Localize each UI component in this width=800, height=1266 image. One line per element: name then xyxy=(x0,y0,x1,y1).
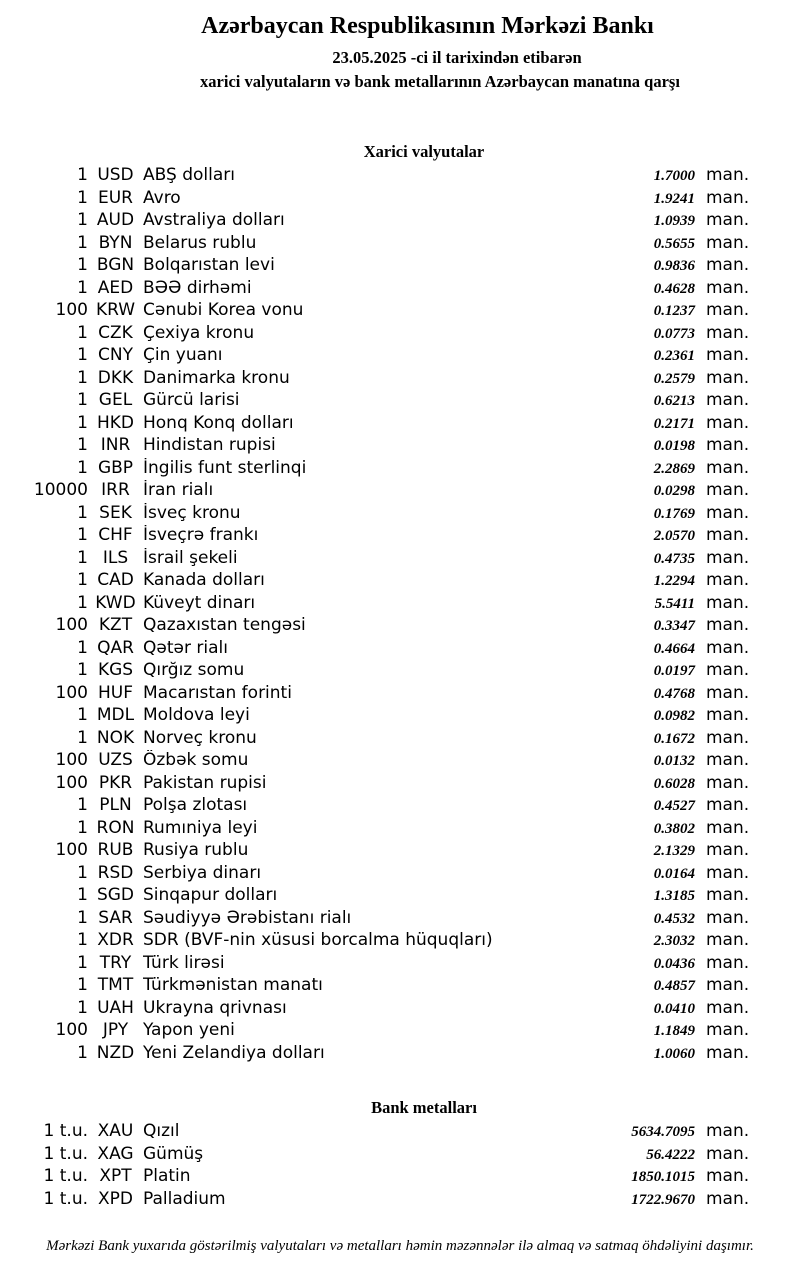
quantity: 100 xyxy=(55,682,88,703)
currency-rate-row xyxy=(0,953,800,976)
quantity: 1 xyxy=(77,187,88,208)
quantity: 1 xyxy=(77,705,88,725)
quantity: 1 xyxy=(77,975,88,995)
currency-code: DKK xyxy=(97,367,134,388)
rate-value: 1850.1015 xyxy=(631,1169,695,1185)
rate-value: 0.0298 xyxy=(653,483,695,499)
currency-code: GBP xyxy=(97,457,134,478)
currency-rate-row xyxy=(0,480,800,503)
currency-code: MDL xyxy=(96,705,135,725)
unit-label: man. xyxy=(706,615,750,635)
currency-rate-row xyxy=(0,1043,800,1066)
currency-code: USD xyxy=(97,165,134,185)
rate-value: 2.3032 xyxy=(653,933,695,949)
currency-code: SAR xyxy=(98,907,133,928)
rate-value: 2.2869 xyxy=(653,460,695,477)
currency-name: Avro xyxy=(143,187,181,208)
quantity: 100 xyxy=(55,300,88,320)
currency-code: UZS xyxy=(98,750,133,770)
unit-label: man. xyxy=(706,750,750,770)
currency-rate-row xyxy=(0,503,800,526)
unit-label: man. xyxy=(706,727,750,748)
currency-rate-row xyxy=(0,638,800,661)
currency-name: Pakistan rupisi xyxy=(143,772,267,793)
rate-value: 2.1329 xyxy=(653,843,695,859)
quantity: 1 xyxy=(77,165,88,185)
quantity: 1 xyxy=(77,457,88,478)
currency-code: NZD xyxy=(96,1042,135,1063)
currency-rate-row xyxy=(0,840,800,863)
quantity: 1 xyxy=(77,637,88,658)
unit-label: man. xyxy=(706,1188,750,1209)
unit-label: man. xyxy=(706,367,750,388)
quantity: 1 xyxy=(77,547,88,568)
rate-value: 1.2294 xyxy=(653,573,695,589)
currency-name: Kanada dolları xyxy=(143,570,265,590)
currency-name: Hindistan rupisi xyxy=(143,435,276,455)
rate-value: 0.0197 xyxy=(653,663,695,679)
rate-value: 0.3802 xyxy=(653,820,695,837)
currency-name: İngilis funt sterlinqi xyxy=(143,457,307,478)
currency-name: Honq Konq dolları xyxy=(143,412,294,433)
currency-code: KZT xyxy=(98,615,133,635)
currency-name: Yapon yeni xyxy=(143,1020,235,1040)
quantity: 1 xyxy=(77,817,88,838)
quantity: 1 xyxy=(77,795,88,815)
unit-label: man. xyxy=(706,930,750,950)
unit-label: man. xyxy=(706,660,750,680)
quantity: 1 t.u. xyxy=(43,1121,88,1141)
unit-label: man. xyxy=(706,705,750,725)
currency-code: TMT xyxy=(97,975,134,995)
currency-name: Özbək somu xyxy=(143,750,249,770)
quantity: 1 xyxy=(77,390,88,410)
currency-name: Danimarka kronu xyxy=(143,367,290,388)
quantity: 1 xyxy=(77,232,88,253)
currency-rate-row xyxy=(0,863,800,886)
currency-name: Platin xyxy=(143,1166,191,1186)
rate-value: 0.1237 xyxy=(653,303,695,319)
currency-rate-row xyxy=(0,188,800,211)
rate-value: 0.4857 xyxy=(653,978,695,994)
currency-name: Macarıstan forinti xyxy=(143,682,292,703)
currency-rate-row xyxy=(0,255,800,278)
quantity: 1 xyxy=(77,367,88,388)
currency-code: BYN xyxy=(98,232,133,253)
unit-label: man. xyxy=(706,795,750,815)
currency-name: Norveç kronu xyxy=(143,727,257,748)
currency-rate-row xyxy=(0,930,800,953)
unit-label: man. xyxy=(706,1166,750,1186)
currency-name: Cənubi Korea vonu xyxy=(143,300,304,320)
currency-code: CZK xyxy=(98,322,133,343)
currencies-section-title: Xarici valyutalar xyxy=(363,142,485,161)
currency-rate-row xyxy=(0,615,800,638)
currency-rate-row xyxy=(0,750,800,773)
currency-name: İsrail şekeli xyxy=(143,547,238,568)
quantity: 1 xyxy=(77,885,88,905)
quantity: 1 xyxy=(77,952,88,973)
quantity: 1 xyxy=(77,435,88,455)
unit-label: man. xyxy=(706,975,750,995)
quantity: 1 xyxy=(77,592,88,613)
currency-name: Qırğız somu xyxy=(143,660,245,680)
currency-code: AUD xyxy=(96,210,135,230)
quantity: 1 xyxy=(77,322,88,343)
rate-value: 1.0060 xyxy=(653,1045,695,1062)
rate-value: 0.2361 xyxy=(653,348,695,364)
rate-value: 2.0570 xyxy=(653,528,695,544)
currency-rate-row xyxy=(0,593,800,616)
unit-label: man. xyxy=(706,1121,750,1141)
rate-value: 0.0164 xyxy=(653,865,695,882)
currency-code: CHF xyxy=(98,525,133,545)
metals-section-title: Bank metalları xyxy=(371,1098,477,1117)
currency-name: Gümüş xyxy=(143,1143,204,1164)
rate-value: 1722.9670 xyxy=(631,1191,695,1208)
unit-label: man. xyxy=(706,322,750,343)
quantity: 1 t.u. xyxy=(43,1188,88,1209)
quantity: 100 xyxy=(55,615,88,635)
rate-value: 0.9836 xyxy=(653,258,695,274)
currency-name: Yeni Zelandiya dolları xyxy=(143,1042,325,1063)
quantity: 1 xyxy=(77,502,88,523)
currency-name: Sinqapur dolları xyxy=(143,885,278,905)
rate-value: 0.0198 xyxy=(653,438,695,454)
currency-rate-row xyxy=(0,413,800,436)
unit-label: man. xyxy=(706,637,750,658)
currency-code: UAH xyxy=(97,997,134,1018)
unit-label: man. xyxy=(706,480,750,500)
unit-label: man. xyxy=(706,1020,750,1040)
page-title: Azərbaycan Respublikasının Mərkəzi Bankı xyxy=(201,13,654,39)
rate-value: 0.0982 xyxy=(653,708,695,724)
rate-value: 0.6213 xyxy=(653,393,695,409)
quantity: 1 xyxy=(77,412,88,433)
quantity: 1 xyxy=(77,1042,88,1063)
rate-value: 0.1672 xyxy=(653,730,695,747)
currency-rate-row xyxy=(0,975,800,998)
quantity: 1 xyxy=(77,997,88,1018)
currency-name: Küveyt dinarı xyxy=(143,592,256,613)
currency-code: GEL xyxy=(98,390,133,410)
currency-name: Qazaxıstan tengəsi xyxy=(143,615,306,635)
currency-rate-row xyxy=(0,683,800,706)
unit-label: man. xyxy=(706,570,750,590)
currency-code: BGN xyxy=(96,255,135,275)
currency-name: Rumıniya leyi xyxy=(143,817,258,838)
currency-rate-row xyxy=(0,998,800,1021)
rate-value: 0.3347 xyxy=(653,618,695,634)
quantity: 100 xyxy=(55,750,88,770)
currency-name: Gürcü larisi xyxy=(143,390,240,410)
currency-rate-row xyxy=(0,165,800,188)
quantity: 1 xyxy=(77,930,88,950)
currency-code: QAR xyxy=(97,637,134,658)
currency-code: HUF xyxy=(97,682,133,703)
currency-name: Rusiya rublu xyxy=(143,840,249,860)
quantity: 1 xyxy=(77,525,88,545)
currency-code: XPT xyxy=(99,1166,132,1186)
unit-label: man. xyxy=(706,862,750,883)
unit-label: man. xyxy=(706,390,750,410)
currency-rate-row xyxy=(0,233,800,256)
quantity: 1 xyxy=(77,660,88,680)
currency-code: IRR xyxy=(101,480,130,500)
currency-code: XAU xyxy=(97,1121,134,1141)
rate-value: 0.4735 xyxy=(653,550,695,567)
metal-rate-row xyxy=(0,1121,800,1144)
currency-name: Bolqarıstan levi xyxy=(143,255,275,275)
rate-value: 56.4222 xyxy=(646,1146,695,1163)
currency-code: KRW xyxy=(95,300,136,320)
quantity: 1 t.u. xyxy=(43,1143,88,1164)
currency-rate-row xyxy=(0,345,800,368)
currency-rate-row xyxy=(0,525,800,548)
unit-label: man. xyxy=(706,1042,750,1063)
currency-code: PLN xyxy=(99,795,132,815)
currency-code: PKR xyxy=(98,772,133,793)
quantity: 1 xyxy=(77,907,88,928)
rate-value: 0.4628 xyxy=(653,280,695,297)
metals-table xyxy=(0,1121,800,1211)
currency-code: RSD xyxy=(97,862,134,883)
unit-label: man. xyxy=(706,165,750,185)
unit-label: man. xyxy=(706,187,750,208)
currency-name: İsveç kronu xyxy=(143,502,241,523)
metal-rate-row xyxy=(0,1166,800,1189)
quantity: 100 xyxy=(55,772,88,793)
currency-code: JPY xyxy=(102,1020,129,1040)
currency-code: SGD xyxy=(96,885,135,905)
rate-value: 0.4532 xyxy=(653,910,695,927)
rate-value: 0.0132 xyxy=(653,753,695,769)
currency-rate-row xyxy=(0,210,800,233)
currency-code: KWD xyxy=(95,592,136,613)
currency-code: TRY xyxy=(99,952,132,973)
quantity: 100 xyxy=(55,840,88,860)
rate-value: 1.1849 xyxy=(653,1023,695,1039)
rate-value: 0.0410 xyxy=(653,1000,695,1017)
unit-label: man. xyxy=(706,907,750,928)
rate-value: 0.6028 xyxy=(653,775,695,792)
currency-code: XDR xyxy=(97,930,134,950)
unit-label: man. xyxy=(706,592,750,613)
currency-code: HKD xyxy=(96,412,135,433)
unit-label: man. xyxy=(706,277,750,298)
rate-value: 1.7000 xyxy=(653,168,695,184)
unit-label: man. xyxy=(706,255,750,275)
currency-name: Avstraliya dolları xyxy=(143,210,285,230)
currency-rate-row xyxy=(0,548,800,571)
rate-value: 1.0939 xyxy=(653,213,695,229)
quantity: 1 xyxy=(77,570,88,590)
quantity: 1 xyxy=(77,727,88,748)
currency-rate-row xyxy=(0,908,800,931)
currency-code: CNY xyxy=(98,345,133,365)
currency-name: Səudiyyə Ərəbistanı rialı xyxy=(143,907,352,928)
currency-rate-row xyxy=(0,660,800,683)
unit-label: man. xyxy=(706,457,750,478)
rate-value: 0.0436 xyxy=(653,955,695,972)
currency-rate-row xyxy=(0,705,800,728)
currency-name: BƏƏ dirhəmi xyxy=(143,277,252,298)
currency-name: SDR (BVF-nin xüsusi borcalma hüquqları) xyxy=(143,930,493,950)
rate-value: 0.4768 xyxy=(653,685,695,702)
currency-name: Türk lirəsi xyxy=(143,952,225,973)
unit-label: man. xyxy=(706,502,750,523)
rate-value: 5634.7095 xyxy=(631,1124,695,1140)
unit-label: man. xyxy=(706,772,750,793)
currency-code: ILS xyxy=(102,547,129,568)
effective-date-line: 23.05.2025 -ci il tarixindən etibarən xyxy=(332,48,582,67)
quantity: 1 xyxy=(77,255,88,275)
rate-value: 0.2579 xyxy=(653,370,695,387)
metal-rate-row xyxy=(0,1189,800,1212)
currency-rate-row xyxy=(0,435,800,458)
currency-rate-row xyxy=(0,300,800,323)
currency-rate-row xyxy=(0,278,800,301)
disclaimer-note: Mərkəzi Bank yuxarıda göstərilmiş valyutaları və metalları həmin məzənnələr ilə almaq və satmaq öhdəliyini daşımır. xyxy=(46,1238,754,1254)
currency-code: XPD xyxy=(98,1188,133,1209)
currency-code: CAD xyxy=(97,570,134,590)
rate-value: 0.0773 xyxy=(653,325,695,342)
currency-code: RUB xyxy=(97,840,134,860)
currency-name: Çexiya kronu xyxy=(143,322,255,343)
currency-code: SEK xyxy=(99,502,132,523)
currency-rate-row xyxy=(0,458,800,481)
rate-value: 0.5655 xyxy=(653,235,695,252)
unit-label: man. xyxy=(706,525,750,545)
unit-label: man. xyxy=(706,547,750,568)
unit-label: man. xyxy=(706,817,750,838)
currency-code: AED xyxy=(97,277,134,298)
unit-label: man. xyxy=(706,840,750,860)
quantity: 1 t.u. xyxy=(43,1166,88,1186)
currency-rate-row xyxy=(0,728,800,751)
currency-name: Palladium xyxy=(143,1188,226,1209)
currency-rate-row xyxy=(0,1020,800,1043)
currency-code: KGS xyxy=(97,660,134,680)
rate-value: 1.3185 xyxy=(653,888,695,904)
unit-label: man. xyxy=(706,682,750,703)
currency-name: Qızıl xyxy=(143,1121,180,1141)
rate-value: 0.1769 xyxy=(653,505,695,522)
unit-label: man. xyxy=(706,232,750,253)
currency-rate-row xyxy=(0,795,800,818)
rate-value: 0.4527 xyxy=(653,798,695,814)
rate-value: 0.2171 xyxy=(653,415,695,432)
currency-rate-row xyxy=(0,885,800,908)
currency-name: Ukrayna qrivnası xyxy=(143,997,287,1018)
currency-name: İran rialı xyxy=(143,480,214,500)
quantity: 1 xyxy=(77,862,88,883)
currency-rate-row xyxy=(0,368,800,391)
unit-label: man. xyxy=(706,412,750,433)
rate-value: 1.9241 xyxy=(653,190,695,207)
metal-rate-row xyxy=(0,1144,800,1167)
unit-label: man. xyxy=(706,885,750,905)
currency-rate-row xyxy=(0,390,800,413)
quantity: 1 xyxy=(77,277,88,298)
subtitle-line: xarici valyutaların və bank metallarının Azərbaycan manatına qarşı xyxy=(200,72,680,91)
currency-name: İsveçrə frankı xyxy=(143,525,259,545)
unit-label: man. xyxy=(706,997,750,1018)
currency-code: RON xyxy=(96,817,135,838)
currency-name: Polşa zlotası xyxy=(143,795,248,815)
currency-rate-row xyxy=(0,773,800,796)
quantity: 10000 xyxy=(33,480,88,500)
currency-name: Moldova leyi xyxy=(143,705,250,725)
currency-code: XAG xyxy=(97,1143,134,1164)
quantity: 100 xyxy=(55,1020,88,1040)
currency-rate-row xyxy=(0,818,800,841)
currency-name: Çin yuanı xyxy=(143,345,223,365)
unit-label: man. xyxy=(706,435,750,455)
currency-code: EUR xyxy=(98,187,133,208)
currency-code: INR xyxy=(100,435,131,455)
currency-name: Serbiya dinarı xyxy=(143,862,262,883)
unit-label: man. xyxy=(706,952,750,973)
currency-rate-row xyxy=(0,323,800,346)
currency-code: NOK xyxy=(96,727,135,748)
quantity: 1 xyxy=(77,210,88,230)
currency-name: Qətər rialı xyxy=(143,637,228,658)
rate-value: 0.4664 xyxy=(653,640,695,657)
unit-label: man. xyxy=(706,345,750,365)
currency-rate-row xyxy=(0,570,800,593)
rate-value: 5.5411 xyxy=(654,595,695,612)
currency-name: Türkmənistan manatı xyxy=(143,975,323,995)
unit-label: man. xyxy=(706,300,750,320)
unit-label: man. xyxy=(706,210,750,230)
currency-name: Belarus rublu xyxy=(143,232,257,253)
quantity: 1 xyxy=(77,345,88,365)
unit-label: man. xyxy=(706,1143,750,1164)
currency-name: ABŞ dolları xyxy=(143,165,235,185)
currencies-table xyxy=(0,165,800,1065)
